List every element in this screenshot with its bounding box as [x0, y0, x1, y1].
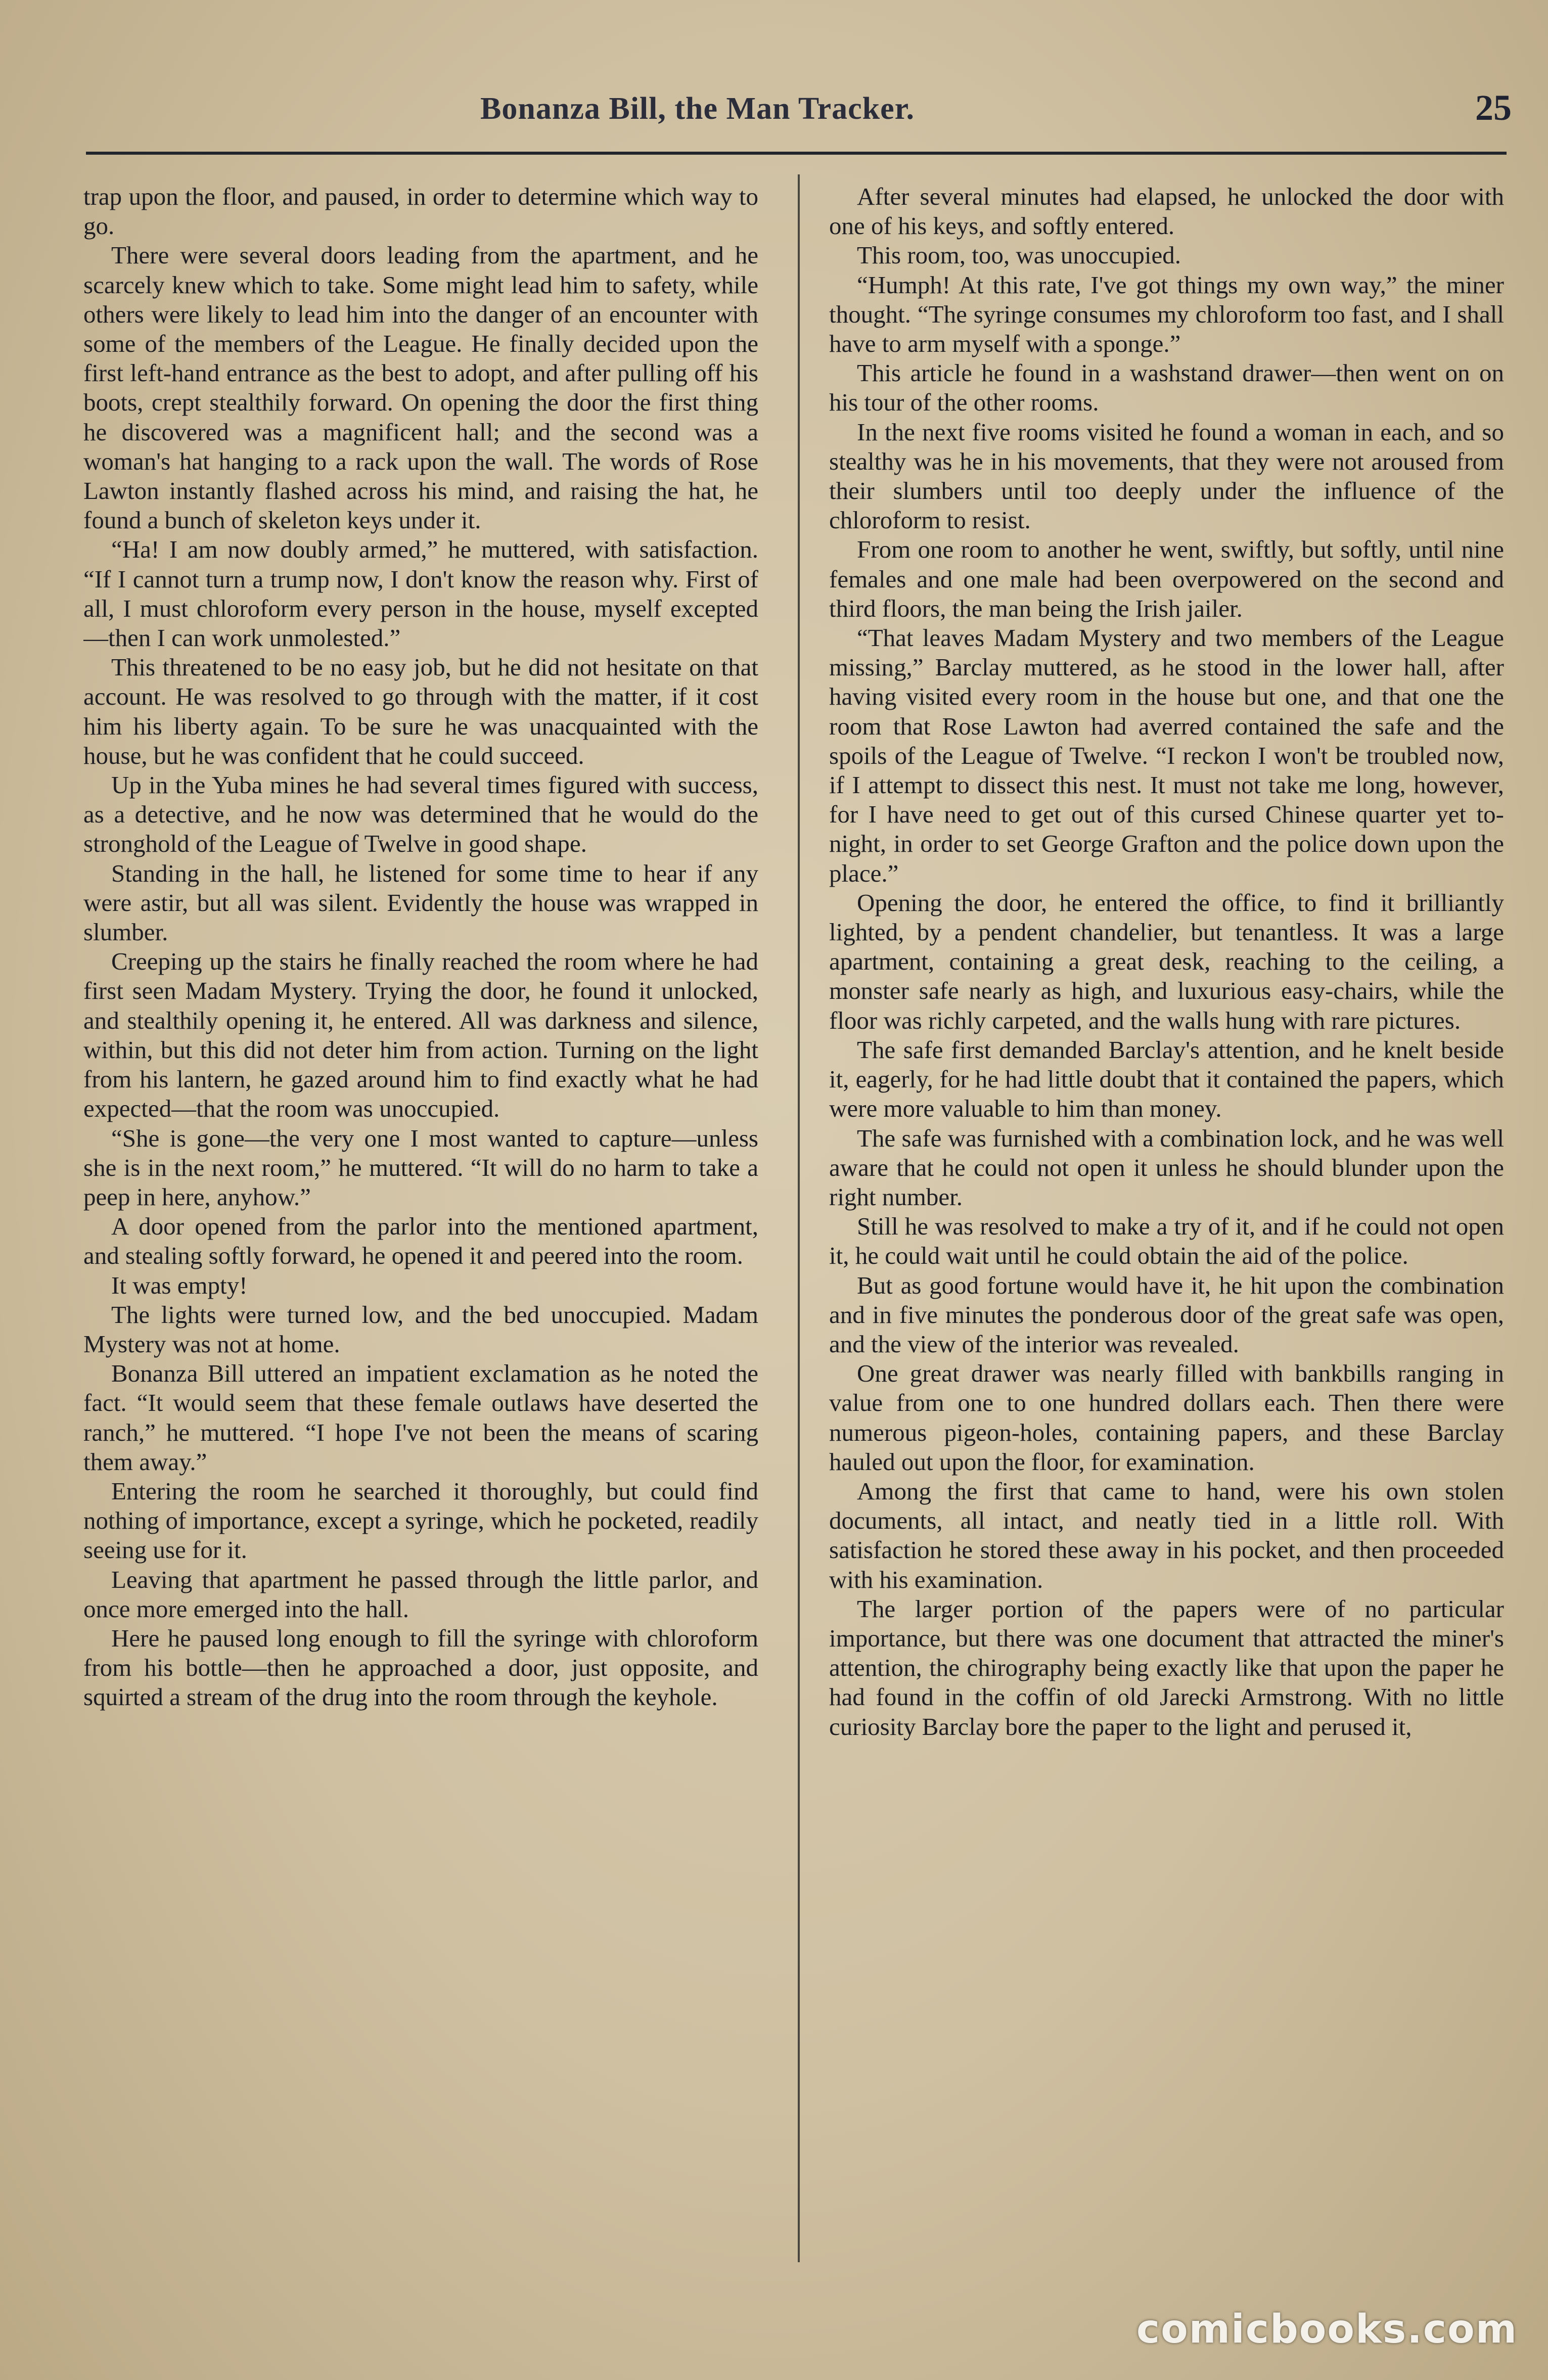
- paragraph: But as good fortune would have it, he hit upon the combination and in five minutes the ponderous door of the great safe was open, and the view of the interior was revealed.: [829, 1271, 1504, 1358]
- paragraph: Leaving that apartment he passed through the little parlor, and once more emerged into the hall.: [83, 1565, 758, 1623]
- paragraph: Creeping up the stairs he finally reached the room where he had first seen Madam Mystery. Trying the door, he found it unlocked, and stealthily opening it, he entered. All was darkness and silence, within, but this did not deter him from action. Turning on the light from his lantern, he gazed around him to find exactly what he had expected—that the room was unoccupied.: [83, 947, 758, 1123]
- paragraph: “Humph! At this rate, I've got things my own way,” the miner thought. “The syringe consumes my chloroform too fast, and I shall have to arm myself with a sponge.”: [829, 270, 1504, 358]
- paragraph: “She is gone—the very one I most wanted to capture—unless she is in the next room,” he muttered. “It will do no harm to take a peep in here, anyhow.”: [83, 1124, 758, 1211]
- right-column: [829, 182, 1504, 2290]
- running-title: Bonanza Bill, the Man Tracker.: [480, 91, 915, 126]
- header-rule: [86, 152, 1507, 155]
- paragraph: The larger portion of the papers were of no particular importance, but there was one document that attracted the miner's attention, the chirography being exactly like that upon the paper he had found in the coffin of old Jarecki Armstrong. With no little curiosity Barclay bore the paper to the light and perused it,: [829, 1594, 1504, 1741]
- column-divider: [798, 174, 800, 2262]
- paragraph: Among the first that came to hand, were his own stolen documents, all intact, and neatly tied in a little roll. With satisfaction he stored these away in his pocket, and then proceeded with his examination.: [829, 1477, 1504, 1593]
- paragraph: One great drawer was nearly filled with bankbills ranging in value from one to one hundred dollars each. Then there were numerous pigeon-holes, containing papers, and these Barclay hauled out upon the floor, for examination.: [829, 1359, 1504, 1476]
- paragraph: It was empty!: [111, 1271, 248, 1299]
- paragraph: The safe was furnished with a combination lock, and he was well aware that he could not open it unless he should blunder upon the right number.: [829, 1124, 1504, 1211]
- paragraph: Still he was resolved to make a try of it, and if he could not open it, he could wait until he could obtain the aid of the police.: [829, 1212, 1504, 1270]
- paragraph: trap upon the floor, and paused, in order to determine which way to go.: [83, 182, 758, 240]
- paragraph: Entering the room he searched it thoroughly, but could find nothing of importance, except a syringe, which he pocketed, readily seeing use for it.: [83, 1477, 758, 1564]
- paragraph: The safe first demanded Barclay's attention, and he knelt beside it, eagerly, for he had little doubt that it contained the papers, which were more valuable to him than money.: [829, 1035, 1504, 1123]
- paragraph: After several minutes had elapsed, he unlocked the door with one of his keys, and softly entered.: [829, 182, 1504, 240]
- paragraph: Up in the Yuba mines he had several times figured with success, as a detective, and he now was determined that he would do the stronghold of the League of Twelve in good shape.: [83, 771, 758, 858]
- paragraph: Here he paused long enough to fill the syringe with chloroform from his bottle—then he approached a door, just opposite, and squirted a stream of the drug into the room through the keyhole.: [83, 1624, 758, 1711]
- paragraph: “Ha! I am now doubly armed,” he muttered, with satisfaction. “If I cannot turn a trump now, I don't know the reason why. First of all, I must chloroform every person in the house, myself excepted—then I can work unmolested.”: [83, 535, 758, 652]
- paragraph: The lights were turned low, and the bed unoccupied. Madam Mystery was not at home.: [83, 1300, 758, 1358]
- site-watermark: comicbooks.com: [1136, 2307, 1518, 2352]
- left-column: [83, 182, 758, 2290]
- paragraph: Bonanza Bill uttered an impatient exclamation as he noted the fact. “It would seem that these female outlaws have deserted the ranch,” he muttered. “I hope I've not been the means of scaring them away.”: [83, 1359, 758, 1476]
- paragraph: Standing in the hall, he listened for some time to hear if any were astir, but all was silent. Evidently the house was wrapped in slumber.: [83, 859, 758, 946]
- paragraph: Opening the door, he entered the office, to find it brilliantly lighted, by a pendent chandelier, but tenantless. It was a large apartment, containing a great desk, reaching to the ceiling, a monster safe nearly as high, and luxurious easy-chairs, while the floor was richly carpeted, and the walls hung with rare pictures.: [829, 888, 1504, 1034]
- paragraph: This article he found in a washstand drawer—then went on on his tour of the other rooms.: [829, 359, 1504, 417]
- page-number: 25: [1475, 87, 1512, 128]
- paragraph: In the next five rooms visited he found a woman in each, and so stealthy was he in his movements, that they were not aroused from their slumbers until too deeply under the influence of the chloroform to resist.: [829, 418, 1504, 534]
- paragraph: This threatened to be no easy job, but he did not hesitate on that account. He was resolved to go through with the matter, if it cost him his liberty again. To be sure he was unacquainted with the house, but he was confident that he could succeed.: [83, 653, 758, 769]
- paragraph: A door opened from the parlor into the mentioned apartment, and stealing softly forward, he opened it and peered into the room.: [83, 1212, 758, 1270]
- paragraph: “That leaves Madam Mystery and two members of the League missing,” Barclay muttered, as he stood in the lower hall, after having visited every room in the house but one, and that one the room that Rose Lawton had averred contained the safe and the spoils of the League of Twelve. “I reckon I won't be troubled now, if I attempt to dissect this nest. It must not take me long, however, for I have need to get out of this cursed Chinese quarter yet to-night, in order to set George Grafton and the police down upon the place.”: [829, 624, 1504, 887]
- paragraph: There were several doors leading from the apartment, and he scarcely knew which to take. Some might lead him to safety, while others were likely to lead him into the danger of an encounter with some of the members of the League. He finally decided upon the first left-hand entrance as the best to adopt, and after pulling off his boots, crept stealthily forward. On opening the door the first thing he discovered was a magnificent hall; and the second was a woman's hat hanging to a rack upon the wall. The words of Rose Lawton instantly flashed across his mind, and raising the hat, he found a bunch of skeleton keys under it.: [83, 241, 758, 534]
- paragraph: From one room to another he went, swiftly, but softly, until nine females and one male had been overpowered on the second and third floors, the man being the Irish jailer.: [829, 535, 1504, 622]
- paragraph: This room, too, was unoccupied.: [857, 241, 1181, 269]
- page-header: [86, 86, 1512, 147]
